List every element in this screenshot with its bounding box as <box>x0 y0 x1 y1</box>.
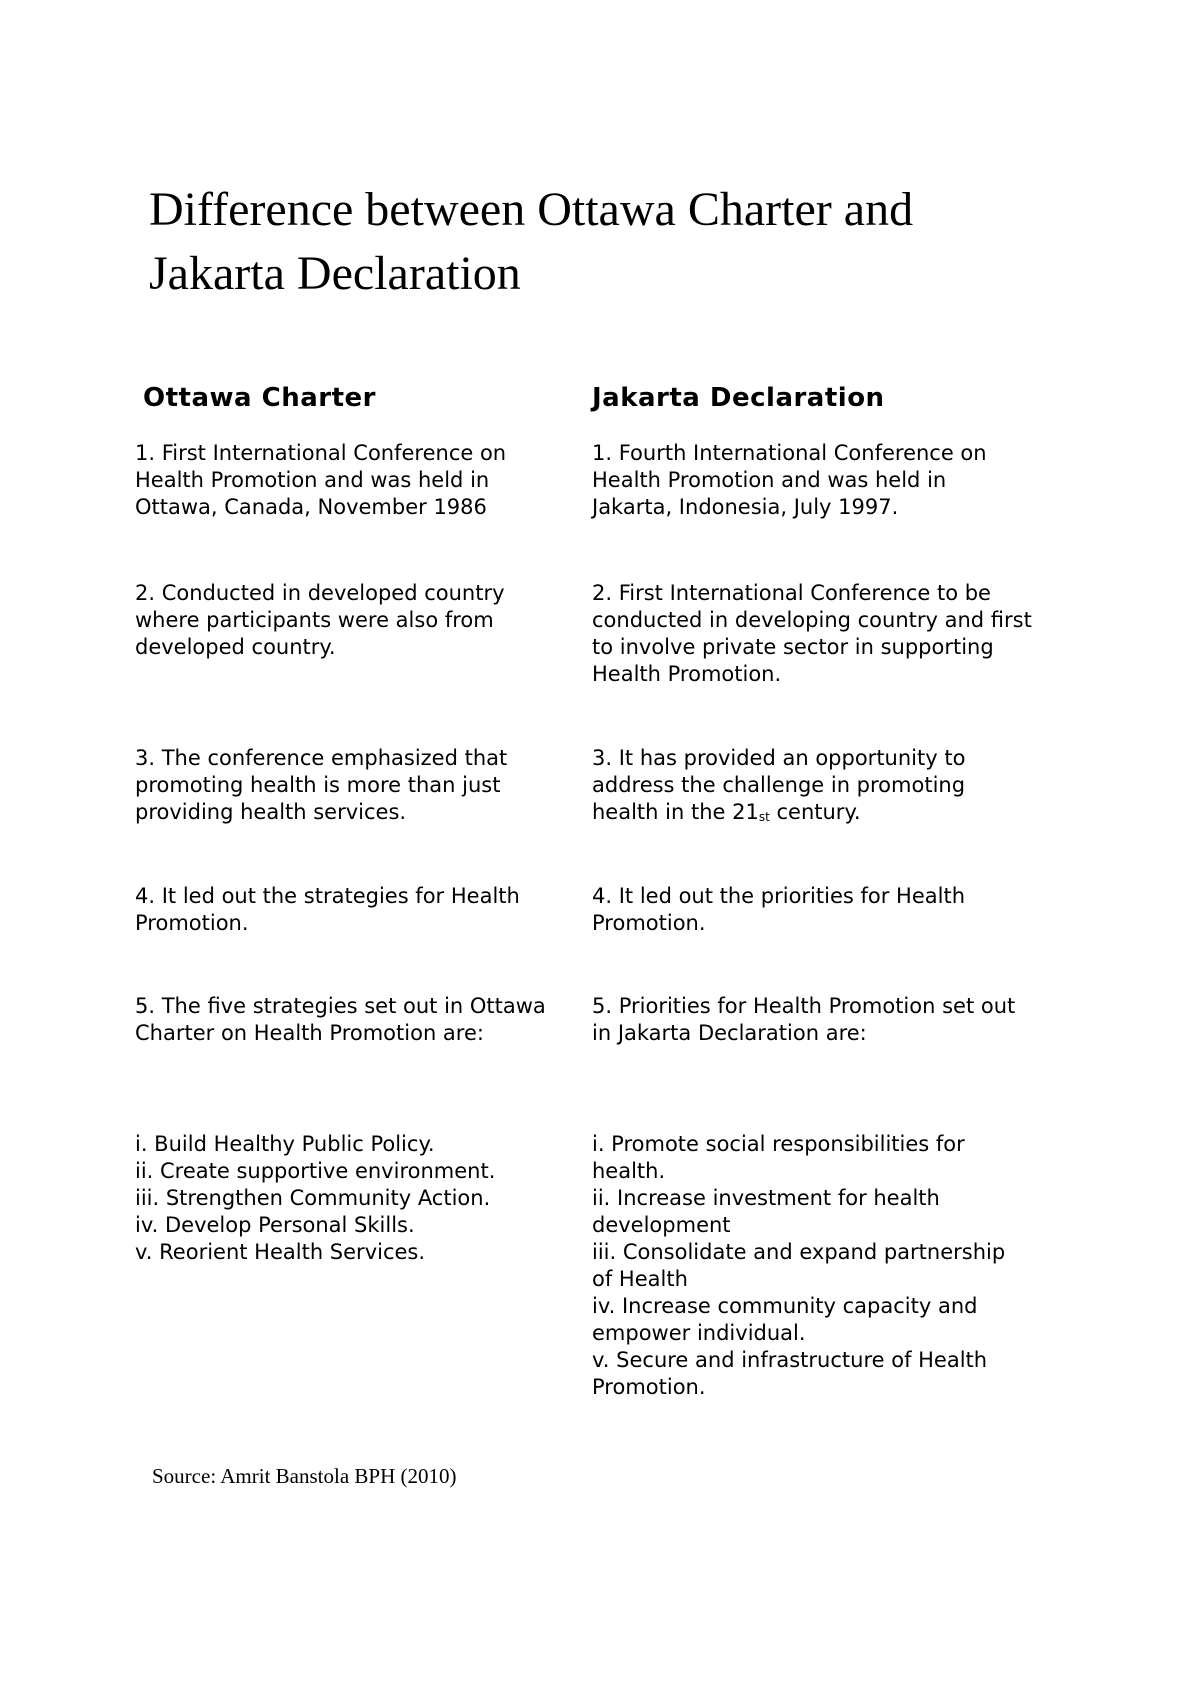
jakarta-heading: Jakarta Declaration <box>592 383 885 413</box>
jakarta-column <box>592 380 1032 1399</box>
jakarta-priorities-list <box>592 1131 1032 1401</box>
list-item: iv. Increase community capacity and empower individual. <box>592 1294 978 1345</box>
ottawa-strategies-list <box>135 1131 575 1266</box>
ottawa-point-4: 4. It led out the strategies for Health Promotion. <box>135 884 520 935</box>
jakarta-point-5: 5. Priorities for Health Promotion set out in Jakarta Declaration are: <box>592 994 1016 1045</box>
list-item: i. Build Healthy Public Policy. <box>135 1132 435 1156</box>
jakarta-point-2: 2. First International Conference to be conducted in developing country and first to involve private sector in supporting Health Promotion. <box>592 581 1032 686</box>
ottawa-point-2: 2. Conducted in developed country where participants were also from developed country. <box>135 581 505 659</box>
jakarta-point-1: 1. Fourth International Conference on Health Promotion and was held in Jakarta, Indonesia, July 1997. <box>592 441 987 519</box>
jakarta-point-3-tail: century. <box>769 800 861 824</box>
source-citation: Source: Amrit Banstola BPH (2010) <box>152 1464 457 1488</box>
list-item: i. Promote social responsibilities for health. <box>592 1132 965 1183</box>
ordinal-suffix: st <box>758 810 770 824</box>
ottawa-column <box>135 380 575 1264</box>
list-item: v. Reorient Health Services. <box>135 1240 426 1264</box>
list-item: v. Secure and infrastructure of Health Promotion. <box>592 1348 988 1399</box>
ottawa-point-3: 3. The conference emphasized that promoting health is more than just providing health services. <box>135 746 508 824</box>
ottawa-point-5: 5. The five strategies set out in Ottawa Charter on Health Promotion are: <box>135 994 546 1045</box>
jakarta-point-3 <box>592 745 1032 829</box>
ottawa-heading: Ottawa Charter <box>143 383 376 413</box>
jakarta-point-3-text: 3. It has provided an opportunity to address the challenge in promoting health in the 21 <box>592 746 966 824</box>
list-item: ii. Create supportive environment. <box>135 1159 496 1183</box>
list-item: iii. Strengthen Community Action. <box>135 1186 491 1210</box>
list-item: ii. Increase investment for health development <box>592 1186 940 1237</box>
page-title: Difference between Ottawa Charter and Jakarta Declaration <box>149 183 914 300</box>
ottawa-point-1: 1. First International Conference on Health Promotion and was held in Ottawa, Canada, November 1986 <box>135 441 507 519</box>
list-item: iv. Develop Personal Skills. <box>135 1213 415 1237</box>
jakarta-point-4: 4. It led out the priorities for Health Promotion. <box>592 884 966 935</box>
list-item: iii. Consolidate and expand partnership of Health <box>592 1240 1006 1291</box>
